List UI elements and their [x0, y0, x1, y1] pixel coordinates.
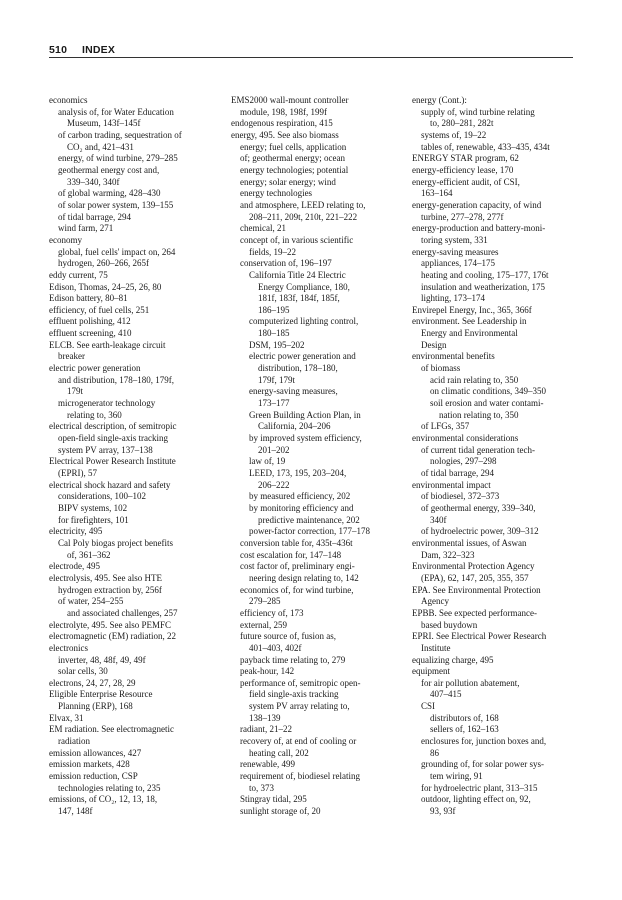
index-entry: chemical, 21 [240, 223, 286, 234]
index-entry: supply of, wind turbine relating [421, 106, 535, 117]
index-entry-continuation: Institute [421, 642, 451, 653]
index-entry: EMS2000 wall-mount controller [231, 95, 349, 105]
index-entry: and atmosphere, LEED relating to, [240, 199, 366, 210]
index-entry-continuation: open-field single-axis tracking [58, 433, 168, 444]
index-entry: conservation of, 196–197 [240, 258, 332, 269]
index-entry: hydrogen extraction by, 256f [58, 584, 162, 595]
index-entry: global, fuel cells' impact on, 264 [58, 246, 176, 257]
index-entry: sunlight storage of, 20 [240, 806, 321, 817]
index-entry-continuation: fields, 19–22 [249, 246, 296, 257]
index-entry-continuation: of, 361–362 [67, 549, 111, 560]
index-entry: electricity, 495 [49, 526, 103, 537]
index-entry: by monitoring efficiency and [249, 502, 354, 513]
index-entry: tables of, renewable, 433–435, 434t [421, 141, 550, 152]
index-entry: electrons, 24, 27, 28, 29 [49, 677, 136, 688]
index-entry: systems of, 19–22 [421, 129, 487, 140]
index-entry-continuation: predictive maintenance, 202 [258, 514, 360, 525]
index-entry: distributors of, 168 [430, 712, 499, 723]
index-entry-continuation: system PV array, 137–138 [58, 444, 153, 455]
index-entry: electromagnetic (EM) radiation, 22 [49, 631, 176, 642]
index-entry: electric power generation and [249, 351, 356, 362]
index-entry: electrode, 495 [49, 561, 100, 572]
index-entry: EPBB. See expected performance- [412, 607, 537, 618]
index-entry-continuation: 401–403, 402f [249, 642, 302, 653]
index-entry: by measured efficiency, 202 [249, 491, 351, 502]
index-entry-continuation: of; geothermal energy; ocean [240, 153, 346, 164]
index-entry: grounding of, for solar power sys- [421, 759, 544, 770]
index-entry: of carbon trading, sequestration of [58, 129, 182, 140]
index-entry: of global warming, 428–430 [58, 188, 161, 199]
index-entry-continuation: energy; solar energy; wind [240, 176, 336, 187]
index-entry: conversion table for, 435t–436t [240, 537, 353, 548]
index-entry: energy, 495. See also biomass [231, 129, 339, 140]
index-entry: analysis of, for Water Education [58, 106, 174, 117]
index-entry: of biomass [421, 363, 461, 374]
index-entry: Elvax, 31 [49, 712, 84, 723]
index-entry: computerized lighting control, [249, 316, 359, 327]
index-entry: equalizing charge, 495 [412, 654, 494, 665]
index-entry-continuation: 179f, 179t [258, 374, 295, 385]
index-entry: EM radiation. See electromagnetic [49, 724, 174, 735]
index-entry: Electrical Power Research Institute [49, 456, 176, 467]
index-entry: heating and cooling, 175–177, 176t [421, 269, 549, 280]
page-header [49, 44, 573, 58]
index-entry-continuation: 201–202 [258, 444, 290, 455]
index-entry-continuation: 173–177 [258, 398, 290, 409]
index-entry: future source of, fusion as, [240, 631, 336, 642]
index-entry-continuation: 163–164 [421, 188, 453, 199]
index-entry-continuation: relating to, 360 [67, 409, 122, 420]
index-entry-continuation: system PV array relating to, [249, 701, 350, 712]
index-entry: cost escalation for, 147–148 [240, 549, 342, 560]
index-entry: electronics [49, 642, 88, 653]
index-column-3 [412, 95, 584, 818]
index-entry-continuation: tem wiring, 91 [430, 771, 483, 782]
index-entry-continuation: turbine, 277–278, 277f [421, 211, 504, 222]
index-entry: external, 259 [240, 619, 287, 630]
index-entry-continuation: nation relating to, 350 [439, 409, 519, 420]
index-entry: emission markets, 428 [49, 759, 130, 770]
index-entry-continuation: radiation [58, 736, 90, 747]
index-entry: energy, of wind turbine, 279–285 [58, 153, 178, 164]
index-entry: DSM, 195–202 [249, 339, 305, 350]
index-entry: energy-saving measures [412, 246, 499, 257]
index-entry: for firefighters, 101 [58, 514, 129, 525]
header-rule [49, 57, 573, 58]
index-entry-continuation: 340f [430, 514, 447, 525]
index-entry: lighting, 173–174 [421, 293, 486, 304]
index-entry: electrolysis, 495. See also HTE [49, 572, 162, 583]
index-entry-continuation: Energy and Environmental [421, 328, 518, 339]
index-entry: microgenerator technology [58, 398, 156, 409]
index-entry: insulation and weatherization, 175 [421, 281, 545, 292]
index-entry-continuation: neering design relating to, 142 [249, 572, 359, 583]
index-entry: on climatic conditions, 349–350 [430, 386, 546, 397]
index-entry: energy-saving measures, [249, 386, 338, 397]
index-column-1 [49, 95, 221, 818]
index-column-2 [231, 95, 403, 818]
index-entry: Green Building Action Plan, in [249, 409, 361, 420]
index-entry-continuation: 181f, 183f, 184f, 185f, [258, 293, 340, 304]
index-entry: of biodiesel, 372–373 [421, 491, 500, 502]
index-entry: emission reduction, CSP [49, 771, 138, 782]
index-entry: geothermal energy cost and, [58, 164, 160, 175]
index-entry-continuation: 279–285 [249, 596, 281, 607]
index-entry: outdoor, lighting effect on, 92, [421, 794, 531, 805]
index-entry-continuation: 147, 148f [58, 806, 93, 817]
index-entry: environmental considerations [412, 433, 519, 444]
index-entry: environmental issues, of Aswan [412, 537, 527, 548]
index-entry: efficiency of, 173 [240, 607, 304, 618]
index-entry-continuation: 86 [430, 747, 439, 758]
index-entry: ELCB. See earth-leakage circuit [49, 339, 166, 350]
index-entry-continuation: 93, 93f [430, 806, 456, 817]
index-entry: of LFGs, 357 [421, 421, 470, 432]
index-entry: economics of, for wind turbine, [240, 584, 354, 595]
index-entry: environmental benefits [412, 351, 495, 362]
index-entry: effluent screening, 410 [49, 328, 132, 339]
index-entry: Cal Poly biogas project benefits [58, 537, 173, 548]
index-entry: electrolyte, 495. See also PEMFC [49, 619, 171, 630]
index-entry-continuation: field single-axis tracking [249, 689, 339, 700]
index-entry: energy-efficient audit, of CSI, [412, 176, 520, 187]
index-entry: recovery of, at end of cooling or [240, 736, 357, 747]
index-entry: CSI [421, 701, 436, 712]
index-entry: inverter, 48, 48f, 49, 49f [58, 654, 146, 665]
index-entry: for air pollution abatement, [421, 677, 520, 688]
index-entry-continuation: breaker [58, 351, 85, 362]
index-entry: hydrogen, 260–266, 265f [58, 258, 149, 269]
index-entry: energy-generation capacity, of wind [412, 199, 542, 210]
index-entry: soil erosion and water contami- [430, 398, 544, 409]
index-entry: of tidal barrage, 294 [58, 211, 131, 222]
index-entry: wind farm, 271 [58, 223, 114, 234]
index-entry: Edison battery, 80–81 [49, 293, 128, 304]
index-entry: concept of, in various scientific [240, 234, 354, 245]
index-entry: requirement of, biodiesel relating [240, 771, 360, 782]
index-entry-continuation: energy technologies; potential [240, 164, 349, 175]
index-entry-continuation: based buydown [421, 619, 478, 630]
index-entry: EPA. See Environmental Protection [412, 584, 541, 595]
index-entry: performance of, semitropic open- [240, 677, 361, 688]
index-entry-continuation: heating call, 202 [249, 747, 309, 758]
index-entry: cost factor of, preliminary engi- [240, 561, 355, 572]
index-entry-continuation: 339–340, 340f [67, 176, 120, 187]
index-entry-continuation: Agency [421, 596, 449, 607]
index-entry: Environmental Protection Agency [412, 561, 535, 572]
index-entry: of hydroelectric power, 309–312 [421, 526, 539, 537]
index-entry: BIPV systems, 102 [58, 502, 128, 513]
index-entry-continuation: Dam, 322–323 [421, 549, 475, 560]
index-entry: radiant, 21–22 [240, 724, 292, 735]
index-entry: effluent polishing, 412 [49, 316, 131, 327]
index-entry: peak-hour, 142 [240, 666, 295, 677]
index-entry-continuation: Energy Compliance, 180, [258, 281, 350, 292]
section-title: INDEX [82, 44, 116, 56]
index-entry: solar cells, 30 [58, 666, 108, 677]
index-entry: LEED, 173, 195, 203–204, [249, 468, 347, 478]
index-entry-continuation: energy; fuel cells, application [240, 141, 347, 152]
index-entry: equipment [412, 666, 450, 677]
index-entry: enclosures for, junction boxes and, [421, 736, 547, 747]
index-entry-continuation: 206–222 [258, 479, 290, 490]
index-entry: electrical shock hazard and safety [49, 479, 171, 490]
index-entry: energy-efficiency lease, 170 [412, 164, 514, 175]
index-entry-continuation: to, 280–281, 282t [430, 118, 494, 129]
index-entry: energy (Cont.): [412, 95, 467, 105]
index-entry-continuation: (EPA), 62, 147, 205, 355, 357 [421, 572, 529, 583]
index-entry: renewable, 499 [240, 759, 295, 770]
index-entry-continuation: module, 198, 198f, 199f [240, 106, 327, 117]
index-entry: sellers of, 162–163 [430, 724, 499, 735]
index-entry: Edison, Thomas, 24–25, 26, 80 [49, 281, 162, 292]
index-entry: by improved system efficiency, [249, 433, 362, 444]
index-entry: EPRI. See Electrical Power Research [412, 631, 547, 642]
index-entry-continuation: to, 373 [249, 782, 275, 793]
index-entry: of current tidal generation tech- [421, 444, 535, 455]
index-entry-continuation: 138–139 [249, 712, 281, 723]
index-entry: and distribution, 178–180, 179f, [58, 374, 174, 385]
index-entry-continuation: considerations, 100–102 [58, 491, 146, 502]
index-entry: for hydroelectric plant, 313–315 [421, 782, 538, 793]
index-entry-continuation: Museum, 143f–145f [67, 118, 141, 129]
index-entry-continuation: nologies, 297–298 [430, 456, 497, 467]
index-entry-continuation: toring system, 331 [421, 234, 488, 245]
index-entry: efficiency, of fuel cells, 251 [49, 304, 150, 315]
index-entry-continuation: California, 204–206 [258, 421, 331, 432]
index-entry: payback time relating to, 279 [240, 654, 346, 665]
index-entry: energy-production and battery-moni- [412, 223, 546, 234]
index-entry: economics [49, 95, 88, 105]
index-entry: appliances, 174–175 [421, 258, 495, 269]
index-entry: eddy current, 75 [49, 269, 108, 280]
index-entry: law of, 19 [249, 456, 286, 467]
page-number: 510 [49, 44, 68, 56]
index-entry: of geothermal energy, 339–340, [421, 502, 536, 513]
index-entry: electrical description, of semitropic [49, 421, 177, 432]
index-entry: of tidal barrage, 294 [421, 468, 494, 478]
index-entry-continuation: 208–211, 209t, 210t, 221–222 [249, 211, 358, 222]
index-entry: emission allowances, 427 [49, 747, 142, 758]
index-entry: power-factor correction, 177–178 [249, 526, 371, 537]
index-entry-continuation: Planning (ERP), 168 [58, 701, 133, 712]
index-entry-continuation: technologies relating to, 235 [58, 782, 161, 793]
index-entry-continuation: distribution, 178–180, [258, 363, 338, 374]
index-entry: emissions, of CO₂, 12, 13, 18, [49, 794, 158, 805]
index-entry-continuation: 407–415 [430, 689, 462, 700]
index-entry-continuation: 179t [67, 386, 84, 397]
index-entry-continuation: energy technologies [240, 188, 313, 199]
index-entry: Stingray tidal, 295 [240, 794, 307, 805]
index-entry: of solar power system, 139–155 [58, 199, 174, 210]
index-entry: ENERGY STAR program, 62 [412, 153, 519, 164]
index-entry-continuation: Design [421, 339, 447, 350]
index-entry-continuation: CO₂ and, 421–431 [67, 141, 134, 152]
index-entry: environment. See Leadership in [412, 316, 527, 327]
index-entry: acid rain relating to, 350 [430, 374, 519, 385]
index-entry: environmental impact [412, 479, 491, 490]
index-entry: California Title 24 Electric [249, 269, 346, 280]
index-entry-continuation: 186–195 [258, 304, 290, 315]
index-entry: Eligible Enterprise Resource [49, 689, 153, 700]
index-entry: endogenous respiration, 415 [231, 118, 333, 129]
index-entry-continuation: (EPRI), 57 [58, 468, 97, 478]
index-entry: of water, 254–255 [58, 596, 124, 607]
index-entry: economy [49, 234, 82, 245]
index-entry: Envirepel Energy, Inc., 365, 366f [412, 304, 532, 315]
index-entry: electric power generation [49, 363, 141, 374]
index-entry: and associated challenges, 257 [67, 607, 178, 618]
index-entry-continuation: 180–185 [258, 328, 290, 339]
